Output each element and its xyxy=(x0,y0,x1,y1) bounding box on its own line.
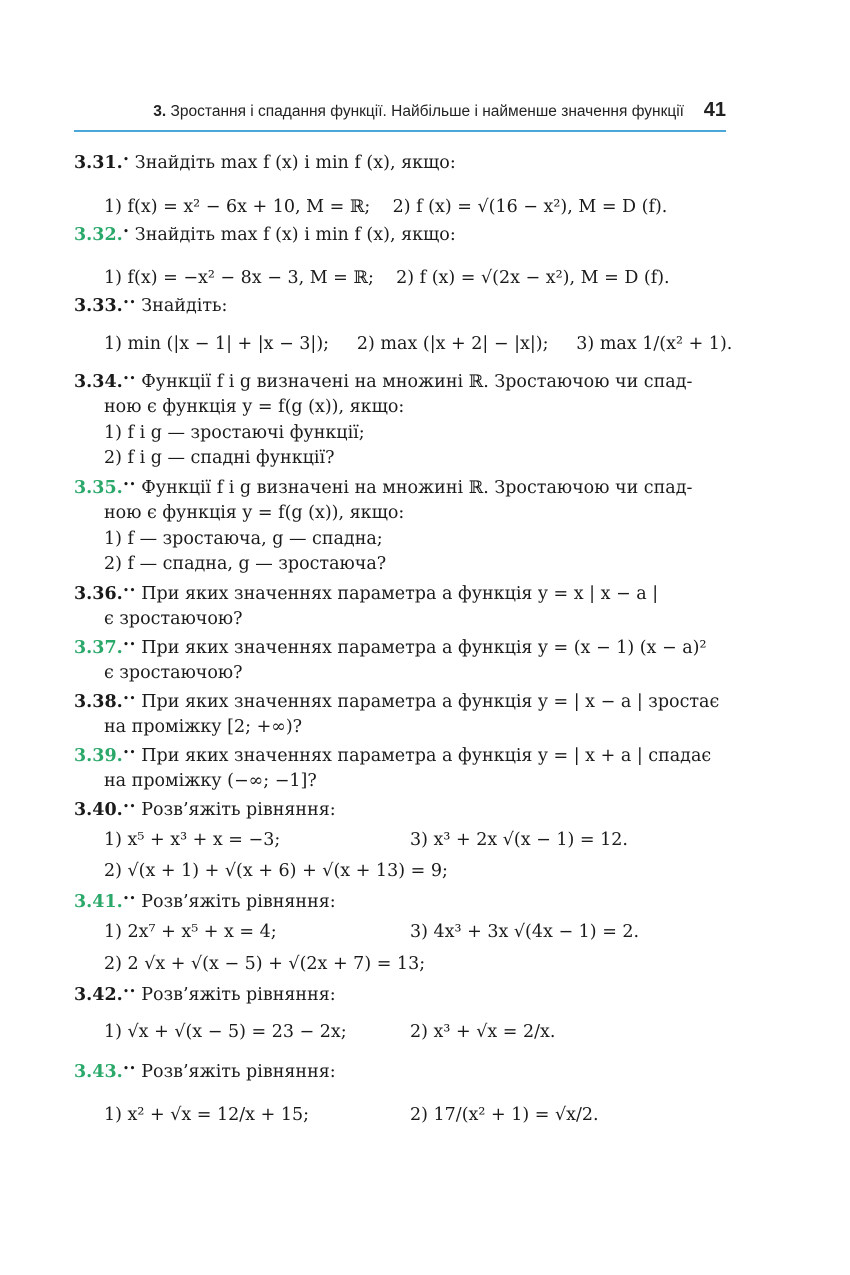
problem-3-42-item2: 2) x³ + √x = 2/x. xyxy=(410,1022,556,1042)
problem-3-38: 3.38.•• При яких значеннях параметра a функція y = | x − a | зростає xyxy=(74,692,720,712)
problem-3-34: 3.34.•• Функції f і g визначені на множині ℝ. Зростаючою чи спад- xyxy=(74,372,693,392)
problem-3-32: 3.32.• Знайдіть max f (x) і min f (x), якщо: xyxy=(74,225,456,245)
problem-3-39-l2: на проміжку (−∞; −1]? xyxy=(104,771,317,791)
problem-3-33: 3.33.•• Знайдіть: xyxy=(74,296,228,316)
problem-3-40-item1: 1) x⁵ + x³ + x = −3; xyxy=(104,830,281,850)
problem-3-31-items: 1) f(x) = x² − 6x + 10, M = ℝ; 2) f (x) = √(16 − x²), M = D (f). xyxy=(104,197,668,217)
problem-3-36: 3.36.•• При яких значеннях параметра a функція y = x | x − a | xyxy=(74,584,659,604)
problem-3-43-item2: 2) 17/(x² + 1) = √x/2. xyxy=(410,1105,599,1125)
problem-3-31: 3.31.• Знайдіть max f (x) і min f (x), якщо: xyxy=(74,153,456,173)
problem-3-38-l2: на проміжку [2; +∞)? xyxy=(104,717,303,737)
problem-3-34-l3: 1) f і g — зростаючі функції; xyxy=(104,423,365,443)
problem-3-42-item1: 1) √x + √(x − 5) = 23 − 2x; xyxy=(104,1022,347,1042)
problem-3-34-l2: ною є функція y = f(g (x)), якщо: xyxy=(104,397,405,417)
header-title: 3. Зростання і спадання функції. Найбільше і найменше значення функції xyxy=(153,103,684,120)
problem-3-32-items: 1) f(x) = −x² − 8x − 3, M = ℝ; 2) f (x) = √(2x − x²), M = D (f). xyxy=(104,268,670,288)
problem-3-43: 3.43.•• Розв’яжіть рівняння: xyxy=(74,1062,336,1082)
problem-3-40: 3.40.•• Розв’яжіть рівняння: xyxy=(74,800,336,820)
problem-3-39: 3.39.•• При яких значеннях параметра a функція y = | x + a | спадає xyxy=(74,746,712,766)
problem-3-43-item1: 1) x² + √x = 12/x + 15; xyxy=(104,1105,309,1125)
problem-3-37: 3.37.•• При яких значеннях параметра a функція y = (x − 1) (x − a)² xyxy=(74,638,707,658)
problem-3-41-item2: 2) 2 √x + √(x − 5) + √(2x + 7) = 13; xyxy=(104,954,426,974)
problem-3-37-l2: є зростаючою? xyxy=(104,663,243,683)
problem-3-35: 3.35.•• Функції f і g визначені на множині ℝ. Зростаючою чи спад- xyxy=(74,478,693,498)
problem-3-35-l3: 1) f — зростаюча, g — спадна; xyxy=(104,529,383,549)
problem-3-42: 3.42.•• Розв’яжіть рівняння: xyxy=(74,985,336,1005)
page-header xyxy=(74,100,726,132)
problem-3-40-item2: 2) √(x + 1) + √(x + 6) + √(x + 13) = 9; xyxy=(104,861,448,881)
problem-3-33-items: 1) min (|x − 1| + |x − 3|); 2) max (|x + 2| − |x|); 3) max 1/(x² + 1). xyxy=(104,334,733,354)
problem-3-34-l4: 2) f і g — спадні функції? xyxy=(104,448,335,468)
problem-3-35-l2: ною є функція y = f(g (x)), якщо: xyxy=(104,503,405,523)
problem-3-35-l4: 2) f — спадна, g — зростаюча? xyxy=(104,554,387,574)
problem-3-41: 3.41.•• Розв’яжіть рівняння: xyxy=(74,892,336,912)
page-number: 41 xyxy=(703,99,726,121)
problem-3-41-item3: 3) 4x³ + 3x √(4x − 1) = 2. xyxy=(410,922,640,942)
problem-3-41-item1: 1) 2x⁷ + x⁵ + x = 4; xyxy=(104,922,277,942)
problem-3-36-l2: є зростаючою? xyxy=(104,609,243,629)
problem-3-40-item3: 3) x³ + 2x √(x − 1) = 12. xyxy=(410,830,628,850)
